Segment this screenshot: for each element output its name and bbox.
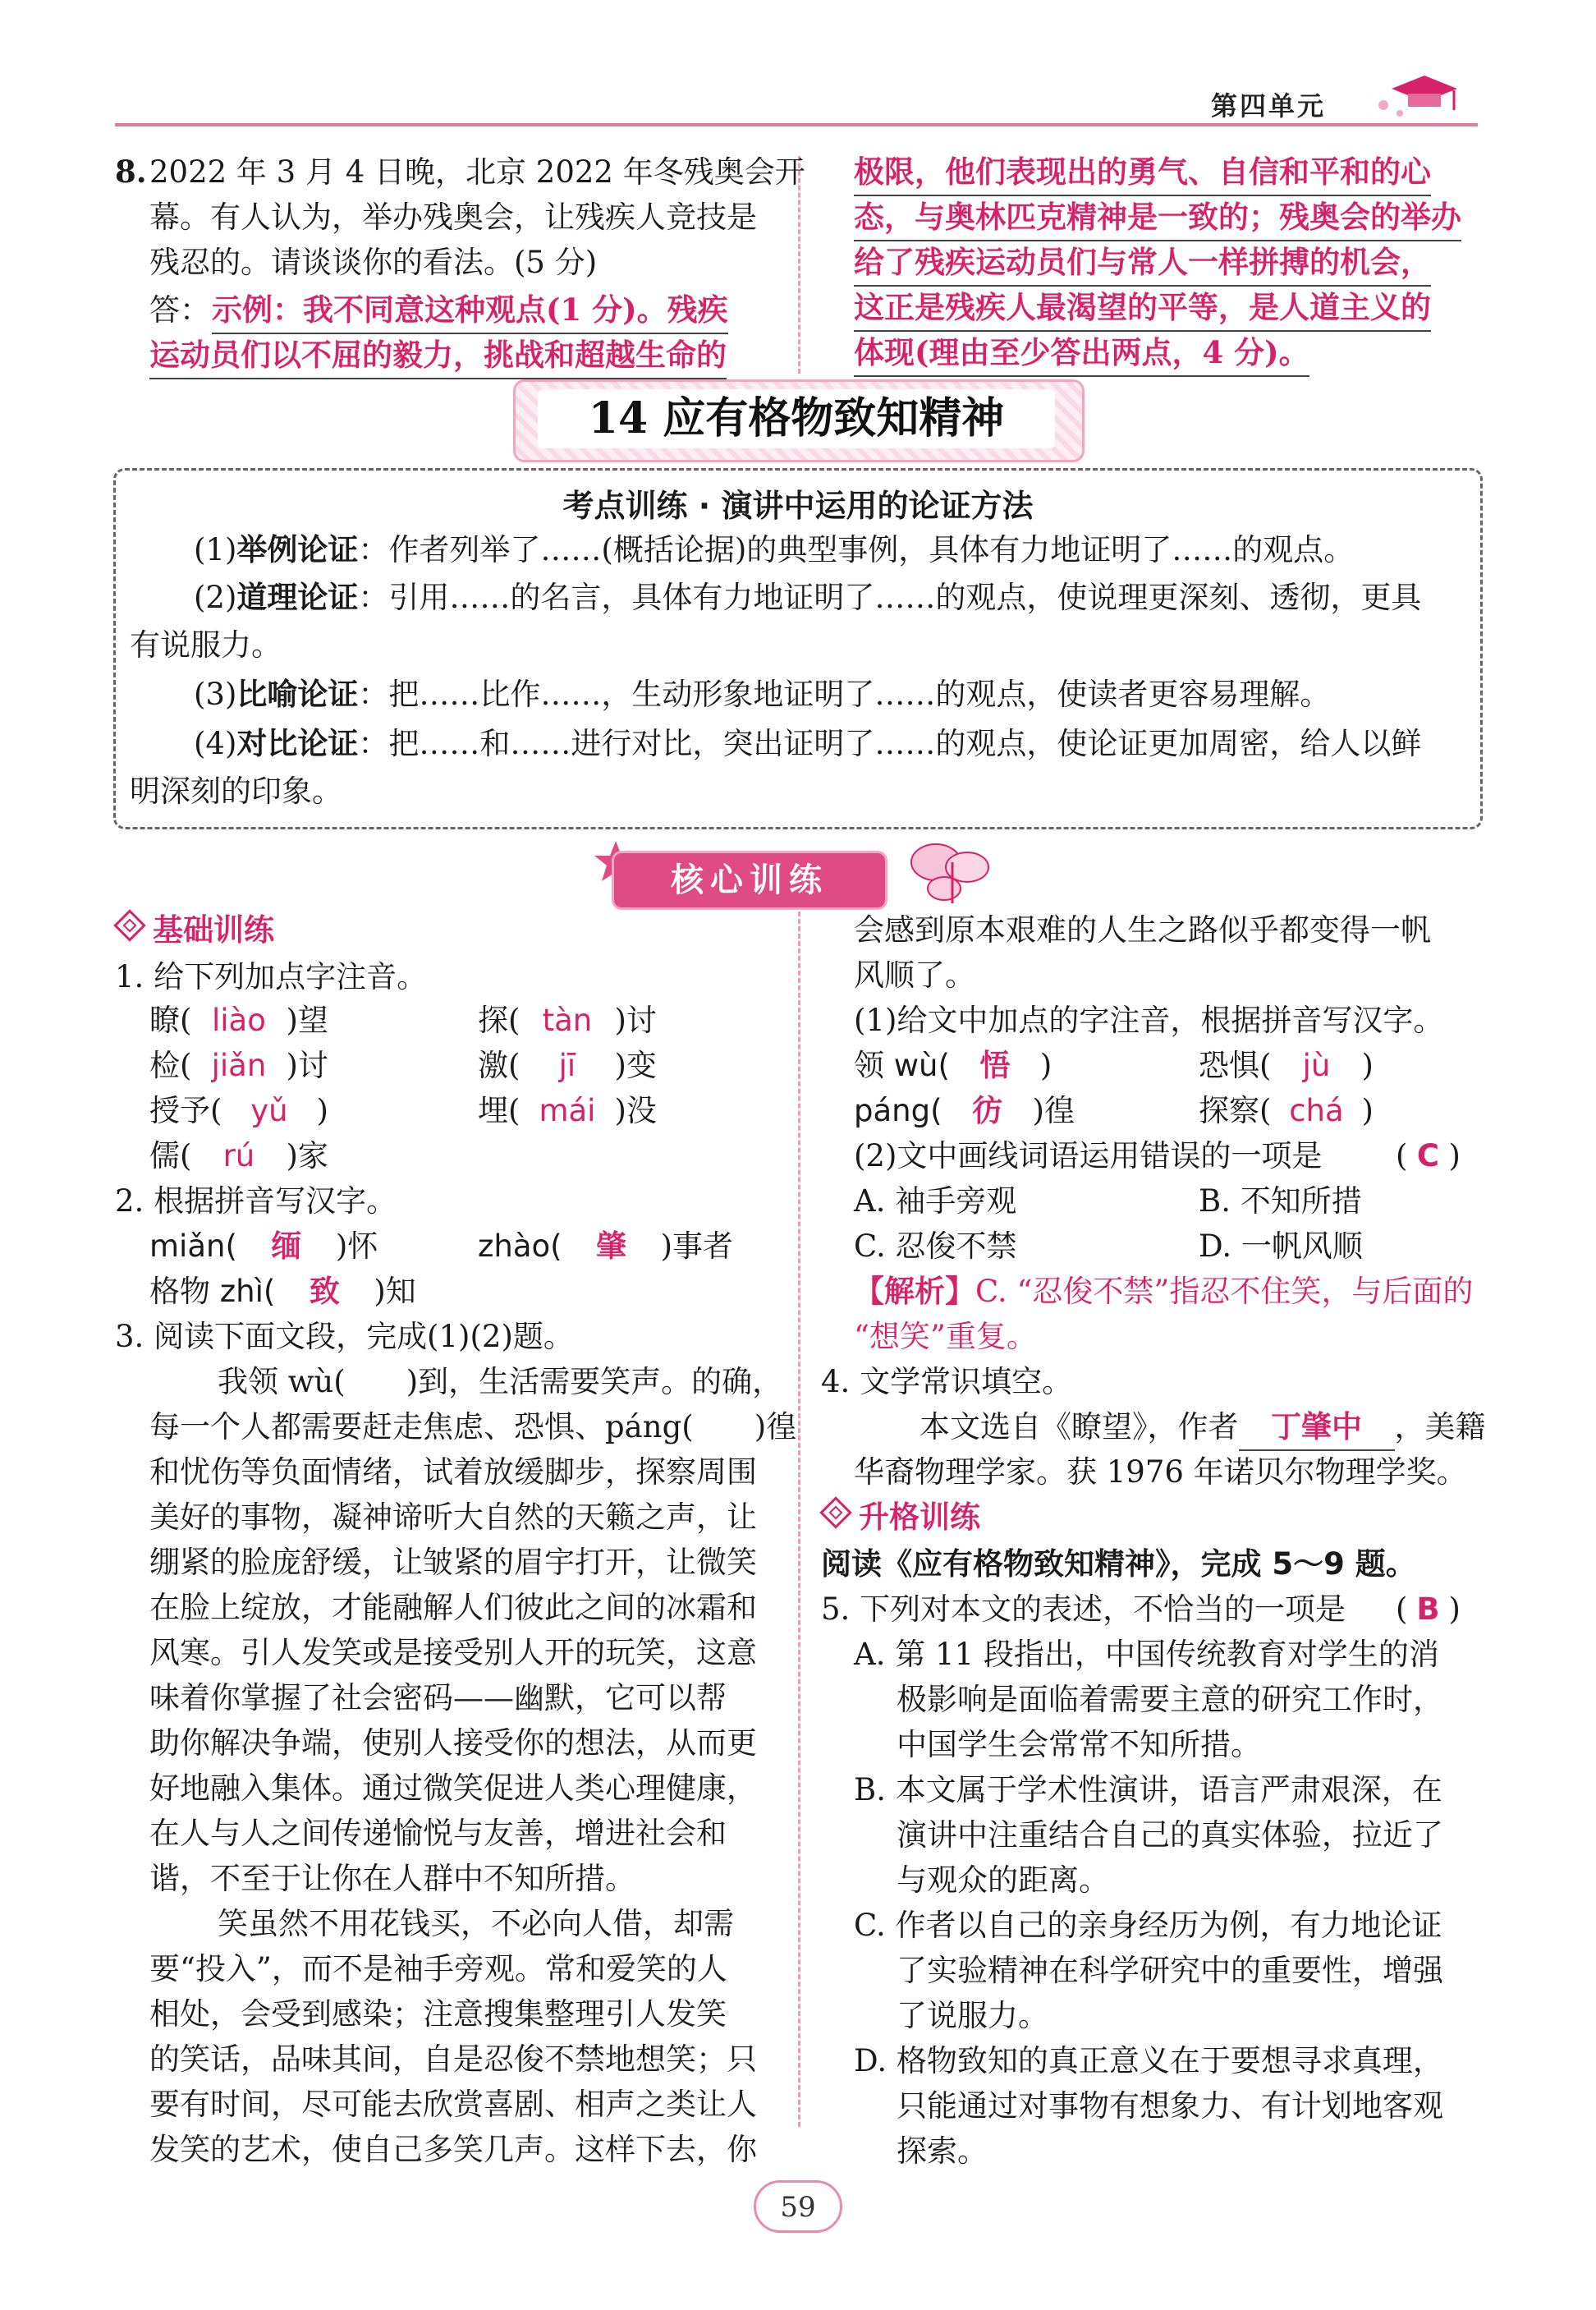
- q4-stem: 4. 文学常识填空。: [821, 1364, 1073, 1399]
- column-divider-bottom: [798, 912, 800, 2127]
- q3-option: A. 袖手旁观: [854, 1183, 1017, 1219]
- butterfly-icon: [903, 829, 1002, 912]
- passage-line: 风寒。引人发笑或是接受别人开的玩笑，这意: [149, 1635, 757, 1670]
- q2-item: miǎn( 缅 )怀: [149, 1228, 378, 1264]
- passage-line: 要有时间，尽可能去欣赏喜剧、相声之类让人: [149, 2087, 757, 2122]
- q8-answer-line-3: 极限，他们表现出的勇气、自信和平和的心: [854, 149, 1431, 196]
- q5-option-d: D. 格物致知的真正意义在于要想寻求真理，: [854, 2043, 1443, 2078]
- q3-sub1-stem: (1)给文中加点的字注音，根据拼音写汉字。: [854, 1003, 1444, 1038]
- q3-sub2-answer: ( C ): [1396, 1138, 1461, 1173]
- q3-option: C. 忍俊不禁: [854, 1228, 1017, 1264]
- kaodian-title: 考点训练 · 演讲中运用的论证方法: [562, 488, 1034, 524]
- passage-line: 的笑话，品味其间，自是忍俊不禁地想笑；只: [149, 2041, 757, 2077]
- q3-stem: 3. 阅读下面文段，完成(1)(2)题。: [115, 1319, 574, 1354]
- q8-number: 8.: [115, 154, 147, 190]
- q5-option-b: 与观众的距离。: [897, 1862, 1109, 1898]
- diamond-icon: [819, 1496, 852, 1529]
- q3-sub1-item: 恐惧( jù ): [1199, 1048, 1374, 1083]
- kaodian-item-4-cont: 明深刻的印象。: [130, 774, 342, 809]
- basic-heading: 基础训练: [115, 907, 274, 953]
- q1-item: 埋( mái )没: [478, 1093, 657, 1128]
- q5-option-c: 了实验精神在科学研究中的重要性，增强: [897, 1953, 1443, 1988]
- passage-line: 我领 wù( )到，生活需要笑声。的确，: [218, 1364, 783, 1399]
- kaodian-item-4: (4)对比论证：把……和……进行对比，突出证明了……的观点，使论证更加周密，给人以鲜: [194, 726, 1422, 761]
- passage-line: 美好的事物，凝神谛听大自然的天籁之声，让: [149, 1499, 757, 1535]
- passage-line: 好地融入集体。通过微笑促进人类心理健康，: [149, 1770, 757, 1806]
- q8-line-1: 2022 年 3 月 4 日晚，北京 2022 年冬残奥会开: [149, 154, 805, 190]
- q8-line-2: 幕。有人认为，举办残奥会，让残疾人竞技是: [149, 200, 757, 235]
- q1-item: 检( jiǎn )讨: [149, 1048, 328, 1083]
- q8-answer-line-2: 运动员们以不屈的毅力，挑战和超越生命的: [149, 333, 727, 379]
- q4-line-2: 华裔物理学家。获 1976 年诺贝尔物理学奖。: [854, 1454, 1467, 1490]
- q2-stem: 2. 根据拼音写汉字。: [115, 1183, 397, 1219]
- graduation-cap-icon: [1367, 57, 1474, 123]
- q5-answer: ( B ): [1396, 1591, 1461, 1627]
- q5-option-d: 只能通过对事物有想象力、有计划地客观: [897, 2088, 1443, 2124]
- passage-line: 发笑的艺术，使自己多笑几声。这样下去，你: [149, 2132, 757, 2167]
- passage-cont-line-2: 风顺了。: [854, 958, 975, 993]
- q3-analysis-line-1: 【解析】C. “忍俊不禁”指忍不住笑，与后面的: [854, 1273, 1474, 1309]
- q3-sub1-item: 探察( chá ): [1199, 1093, 1374, 1128]
- passage-cont-line-1: 会感到原本艰难的人生之路似乎都变得一帆: [854, 912, 1431, 948]
- q3-sub1-item: 领 wù( 悟 ): [854, 1047, 1053, 1083]
- q5-option-b: 演讲中注重结合自己的真实体验，拉近了: [897, 1817, 1443, 1853]
- q3-sub2-stem: (2)文中画线词语运用错误的一项是: [854, 1138, 1323, 1173]
- q5-option-a: 中国学生会常常不知所措。: [897, 1727, 1261, 1762]
- q8-line-3: 残忍的。请谈谈你的看法。(5 分): [149, 245, 598, 280]
- q1-item: 儒( rú )家: [149, 1138, 328, 1173]
- passage-line: 笑虽然不用花钱买，不必向人借，却需: [218, 1906, 734, 1941]
- q1-item: 瞭( liào )望: [149, 1003, 328, 1038]
- advanced-intro: 阅读《应有格物致知精神》，完成 5～9 题。: [821, 1546, 1416, 1582]
- q1-stem: 1. 给下列加点字注音。: [115, 959, 428, 994]
- q8-answer-label: 答：: [149, 292, 210, 328]
- passage-line: 谐，不至于让你在人群中不知所措。: [149, 1861, 635, 1896]
- q3-analysis-line-2: “想笑”重复。: [854, 1319, 1037, 1354]
- passage-line: 助你解决争端，使别人接受你的想法，从而更: [149, 1725, 757, 1761]
- q5-option-b: B. 本文属于学术性演讲，语言严肃艰深，在: [854, 1772, 1442, 1807]
- kaodian-item-2: (2)道理论证：引用……的名言，具体有力地证明了……的观点，使说理更深刻、透彻，更具: [194, 580, 1422, 615]
- q5-option-a: 极影响是面临着需要主意的研究工作时，: [897, 1682, 1443, 1717]
- passage-line: 在脸上绽放，才能融解人们彼此之间的冰霜和: [149, 1590, 757, 1625]
- q8-answer-line-5: 给了残疾运动员们与常人一样拼搏的机会，: [854, 240, 1431, 287]
- page-number: 59: [754, 2180, 842, 2233]
- q2-item: zhào( 肇 )事者: [478, 1228, 734, 1264]
- q5-option-a: A. 第 11 段指出，中国传统教育对学生的消: [854, 1637, 1439, 1672]
- q1-item: 激( jī )变: [478, 1048, 657, 1083]
- q1-item: 授予( yǔ ): [149, 1093, 328, 1128]
- q8-answer-line-1: 示例：我不同意这种观点(1 分)。残疾: [212, 287, 728, 334]
- passage-line: 相处，会受到感染；注意搜集整理引人发笑: [149, 1996, 727, 2032]
- kaodian-item-3: (3)比喻论证：把……比作……，生动形象地证明了……的观点，使读者更容易理解。: [194, 677, 1331, 712]
- q5-option-c: 了说服力。: [897, 1998, 1048, 2033]
- passage-line: 要“投入”，而不是袖手旁观。常和爱笑的人: [149, 1951, 727, 1986]
- q1-item: 探( tàn )讨: [478, 1003, 657, 1038]
- q8-answer-line-7: 体现(理由至少答出两点，4 分)。: [854, 330, 1309, 377]
- q2-item: 格物 zhì( 致 )知: [149, 1273, 416, 1309]
- header-rule: [115, 123, 1478, 126]
- q5-stem: 5. 下列对本文的表述，不恰当的一项是: [821, 1591, 1346, 1627]
- q8-answer-line-4: 态，与奥林匹克精神是一致的；残奥会的举办: [854, 195, 1461, 241]
- passage-line: 绷紧的脸庞舒缓，让皱紧的眉宇打开，让微笑: [149, 1545, 757, 1580]
- passage-line: 在人与人之间传递愉悦与友善，增进社会和: [149, 1816, 727, 1851]
- q5-option-d: 探索。: [897, 2133, 988, 2169]
- passage-line: 味着你掌握了社会密码——幽默，它可以帮: [149, 1680, 727, 1715]
- q4-line-1: 本文选自《瞭望》，作者 丁肇中 ，美籍: [920, 1404, 1486, 1451]
- q3-sub1-item: páng( 彷 )徨: [854, 1092, 1075, 1128]
- q8-answer-line-6: 这正是残疾人最渴望的平等，是人道主义的: [854, 285, 1431, 332]
- q5-option-c: C. 作者以自己的亲身经历为例，有力地论证: [854, 1908, 1442, 1943]
- lesson-title: 14 应有格物致知精神: [538, 389, 1055, 448]
- advanced-heading: 升格训练: [821, 1495, 980, 1540]
- passage-line: 和忧伤等负面情绪，试着放缓脚步，探察周围: [149, 1454, 757, 1490]
- core-training-banner: 核心训练: [612, 851, 887, 910]
- q3-option: B. 不知所措: [1199, 1183, 1362, 1219]
- passage-line: 每一个人都需要赶走焦虑、恐惧、páng( )徨: [149, 1409, 797, 1444]
- kaodian-item-2-cont: 有说服力。: [130, 627, 282, 663]
- diamond-icon: [113, 909, 146, 942]
- unit-label: 第四单元: [1211, 90, 1327, 122]
- kaodian-item-1: (1)举例论证：作者列举了……(概括论据)的典型事例，具体有力地证明了……的观点。: [194, 532, 1355, 567]
- q3-option: D. 一帆风顺: [1199, 1228, 1363, 1264]
